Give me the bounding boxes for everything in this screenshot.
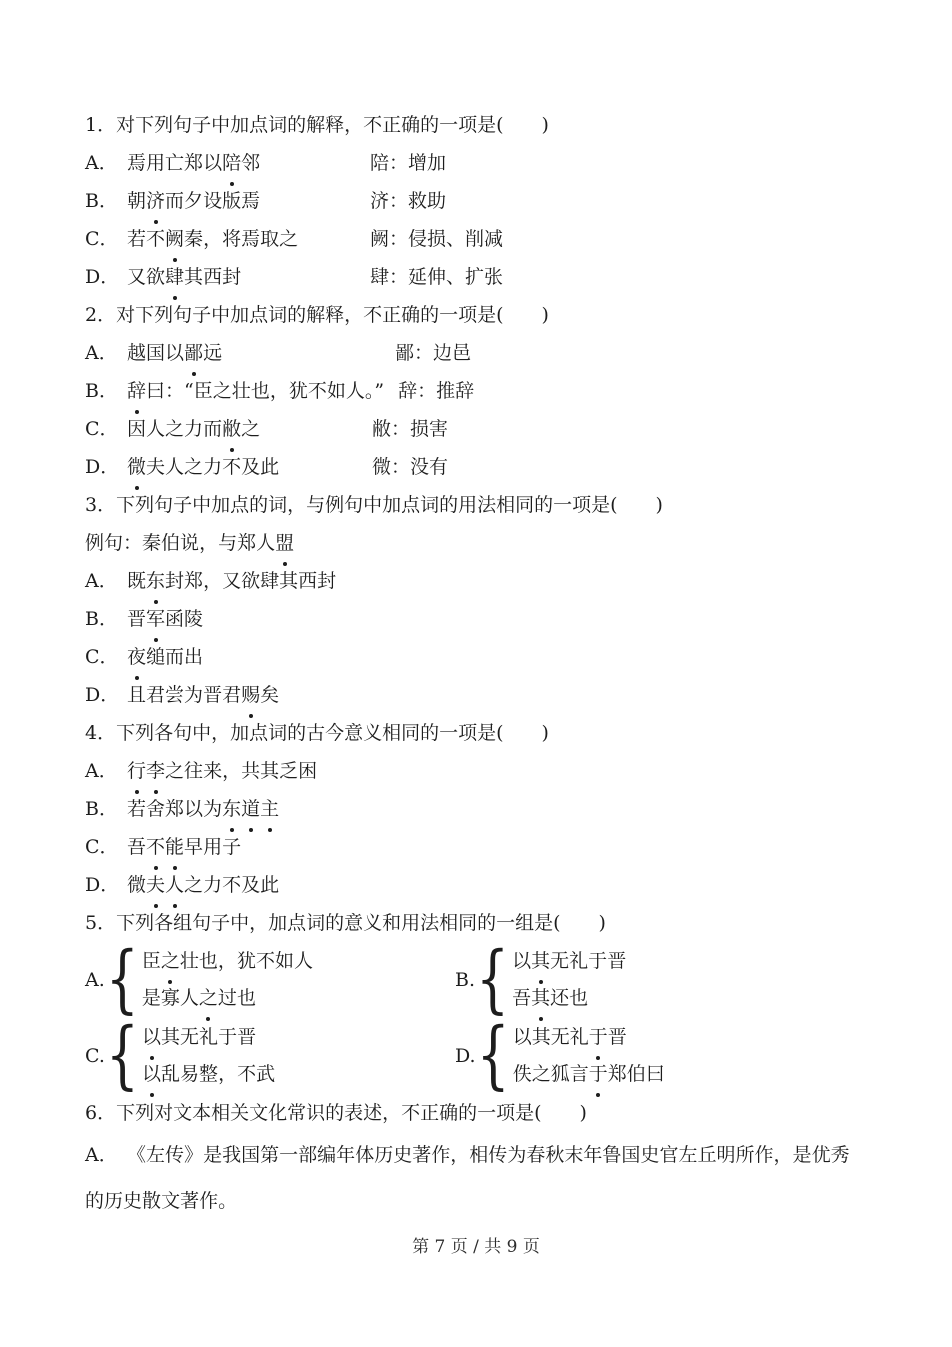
option-row <box>85 866 867 904</box>
question-number: 1． <box>85 114 117 136</box>
option-phrase: 朝济而夕设版焉 <box>127 182 370 220</box>
option-group-c <box>85 1013 455 1099</box>
option-gloss: 敝：损害 <box>372 418 449 440</box>
option-row <box>85 220 867 258</box>
option-label: A． <box>85 1144 118 1166</box>
option-row <box>85 1132 867 1224</box>
option-group-b <box>455 937 627 1023</box>
pair-sentence: 佚之狐言于郑伯曰 <box>513 1056 665 1093</box>
question-number: 4． <box>85 722 117 744</box>
option-gloss: 陪：增加 <box>370 152 447 174</box>
option-phrase: 若舍郑以为东道主 <box>127 790 279 828</box>
pair-sentence: 臣之壮也，犹不如人 <box>142 943 313 980</box>
option-row <box>85 144 867 182</box>
option-label: B． <box>85 608 118 630</box>
option-phrase: 微夫人之力不及此 <box>127 448 372 486</box>
option-gloss: 肆：延伸、扩张 <box>370 266 504 288</box>
option-group-a <box>85 937 455 1023</box>
option-row <box>85 790 867 828</box>
option-label: D. <box>455 1045 476 1067</box>
option-phrase: 既东封郑，又欲肆其西封 <box>127 562 336 600</box>
option-label: D． <box>85 456 120 478</box>
option-gloss: 辞：推辞 <box>398 380 475 402</box>
option-phrase: 辞曰：“臣之壮也，犹不如人。” <box>127 372 384 410</box>
example-text: 秦伯说，与郑人盟 <box>142 532 294 554</box>
option-gloss: 微：没有 <box>372 456 449 478</box>
question-number: 3． <box>85 494 117 516</box>
option-row <box>85 676 867 714</box>
option-phrase: 因人之力而敝之 <box>127 410 372 448</box>
question-5 <box>85 904 867 1099</box>
option-row <box>85 410 867 448</box>
option-phrase: 若不阙秦，将焉取之 <box>127 220 370 258</box>
option-phrase: 越国以鄙远 <box>127 334 395 372</box>
option-label: B． <box>85 798 118 820</box>
question-2 <box>85 296 867 486</box>
question-stem-text: 下列对文本相关文化常识的表述，不正确的一项是( ) <box>116 1102 587 1124</box>
option-phrase: 《左传》是我国第一部编年体历史著作，相传为春秋末年鲁国史官左丘明所作，是优秀的历史散文著作。 <box>85 1144 850 1212</box>
question-number: 6． <box>85 1102 117 1124</box>
option-row <box>85 600 867 638</box>
option-label: D． <box>85 684 120 706</box>
question-stem-text: 下列各组句子中，加点词的意义和用法相同的一组是( ) <box>116 912 606 934</box>
option-phrase: 焉用亡郑以陪邻 <box>127 144 370 182</box>
pair-sentence: 吾其还也 <box>512 980 626 1017</box>
option-gloss: 阙：侵损、削减 <box>370 228 504 250</box>
brace-icon: { <box>476 937 510 1023</box>
pair-sentence: 以乱易整，不武 <box>142 1056 275 1093</box>
option-row <box>85 752 867 790</box>
option-label: C． <box>85 646 119 668</box>
question-1 <box>85 106 867 296</box>
pair-sentence: 以其无礼于晋 <box>513 1019 665 1056</box>
option-label: C． <box>85 418 119 440</box>
question-3-stem <box>85 486 867 524</box>
question-stem-text: 对下列句子中加点词的解释，不正确的一项是( ) <box>116 304 549 326</box>
option-label: A． <box>85 760 118 782</box>
brace-icon: { <box>105 1013 139 1099</box>
brace-icon: { <box>105 937 139 1023</box>
example-sentence <box>85 524 867 562</box>
question-6 <box>85 1094 867 1224</box>
option-label: C． <box>85 228 119 250</box>
option-row <box>85 448 867 486</box>
option-phrase: 又欲肆其西封 <box>127 258 370 296</box>
question-4-stem <box>85 714 867 752</box>
question-number: 2． <box>85 304 117 326</box>
option-group-d <box>455 1013 665 1099</box>
option-gloss: 鄙：边邑 <box>395 342 472 364</box>
option-label: A． <box>85 570 118 592</box>
option-label: B． <box>85 190 118 212</box>
option-pair-row <box>85 1013 867 1099</box>
question-number: 5． <box>85 912 117 934</box>
question-stem-text: 下列各句中，加点词的古今意义相同的一项是( ) <box>116 722 549 744</box>
option-phrase: 吾不能早用子 <box>127 828 241 866</box>
option-label: B. <box>455 969 476 991</box>
question-3 <box>85 486 867 714</box>
option-label: A． <box>85 152 118 174</box>
option-row <box>85 828 867 866</box>
option-row <box>85 372 867 410</box>
question-4 <box>85 714 867 904</box>
option-phrase: 行李之往来，共其乏困 <box>127 752 317 790</box>
option-label: C. <box>85 1045 105 1067</box>
question-5-stem <box>85 904 867 942</box>
option-label: D． <box>85 874 120 896</box>
option-gloss: 济：救助 <box>370 190 447 212</box>
option-label: C． <box>85 836 119 858</box>
option-row <box>85 638 867 676</box>
page-footer: 第 7 页 / 共 9 页 <box>412 1237 540 1257</box>
example-prefix: 例句： <box>85 532 143 554</box>
pair-sentence: 以其无礼于晋 <box>142 1019 275 1056</box>
question-2-stem <box>85 296 867 334</box>
pair-sentence: 是寡人之过也 <box>142 980 313 1017</box>
question-stem-text: 对下列句子中加点词的解释，不正确的一项是( ) <box>116 114 549 136</box>
option-phrase: 夜缒而出 <box>127 638 203 676</box>
option-row <box>85 182 867 220</box>
option-label: A. <box>85 969 105 991</box>
option-phrase: 且君尝为晋君赐矣 <box>127 676 279 714</box>
question-stem-text: 下列句子中加点的词，与例句中加点词的用法相同的一项是( ) <box>116 494 663 516</box>
option-row <box>85 258 867 296</box>
option-label: B． <box>85 380 118 402</box>
brace-icon: { <box>476 1013 510 1099</box>
option-pair-row <box>85 937 867 1023</box>
question-1-stem <box>85 106 867 144</box>
question-6-stem <box>85 1094 867 1132</box>
option-phrase: 微夫人之力不及此 <box>127 866 279 904</box>
option-row <box>85 334 867 372</box>
option-phrase: 晋军函陵 <box>127 600 203 638</box>
pair-sentence: 以其无礼于晋 <box>512 943 626 980</box>
option-row <box>85 562 867 600</box>
option-label: A． <box>85 342 118 364</box>
option-label: D． <box>85 266 120 288</box>
